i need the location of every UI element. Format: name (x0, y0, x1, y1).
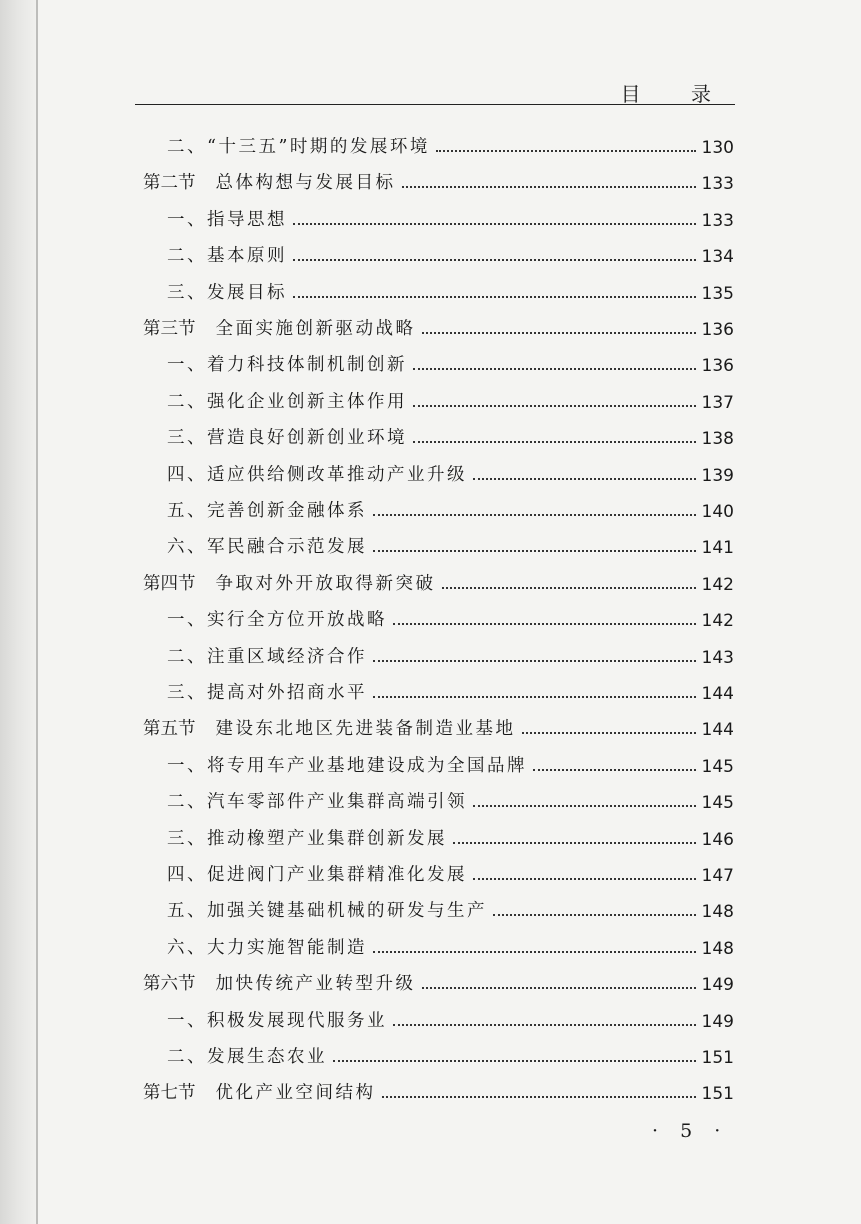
toc-section-number: 第四节 (143, 573, 196, 594)
toc-leader-dots (373, 695, 696, 698)
toc-section-number: 第六节 (143, 974, 196, 995)
toc-page-number: 141 (701, 538, 734, 559)
toc-leader-dots (413, 440, 696, 443)
toc-leader-dots (473, 877, 696, 880)
toc-page-number: 136 (701, 320, 734, 340)
toc-entry-title: 二、“十三五”时期的发展环境 (167, 137, 430, 157)
toc-leader-dots (422, 331, 696, 334)
toc-entry-title: 二、强化企业创新主体作用 (167, 391, 407, 412)
toc-entry-title: 六、军民融合示范发展 (167, 537, 367, 558)
toc-subsection-entry (167, 201, 734, 231)
toc-subsection-entry (167, 528, 734, 558)
toc-leader-dots (533, 768, 696, 771)
toc-subsection-entry (167, 237, 734, 267)
toc-section-entry (143, 565, 734, 595)
toc-leader-dots (373, 513, 696, 516)
toc-leader-dots (393, 622, 696, 625)
toc-leader-dots (293, 222, 696, 225)
toc-subsection-entry (167, 1002, 734, 1032)
toc-entry-title: 五、完善创新金融体系 (167, 501, 367, 521)
toc-page-number: 136 (701, 356, 734, 377)
toc-section-number: 第二节 (143, 173, 196, 194)
book-binding-shadow (0, 0, 36, 1224)
toc-leader-dots (493, 913, 696, 916)
toc-subsection-entry (167, 346, 734, 376)
toc-entry-title: 二、注重区域经济合作 (167, 646, 367, 667)
toc-entry-title: 五、加强关键基础机械的研发与生产 (167, 901, 487, 922)
toc-page-number: 130 (701, 138, 734, 158)
toc-page-number: 147 (701, 866, 734, 886)
toc-entry-title: 优化产业空间结构 (215, 1083, 376, 1104)
toc-section-number: 第五节 (143, 719, 196, 740)
toc-page-number: 146 (701, 829, 734, 850)
toc-page-number: 142 (701, 574, 734, 595)
binding-edge (36, 0, 38, 1224)
toc-subsection-entry (167, 892, 734, 922)
toc-entry-title: 一、将专用车产业基地建设成为全国品牌 (167, 755, 527, 776)
toc-leader-dots (473, 804, 696, 807)
toc-page-number: 148 (701, 902, 734, 923)
toc-subsection-entry (167, 820, 734, 850)
toc-section-number: 第七节 (143, 1083, 196, 1104)
toc-section-entry (143, 965, 734, 995)
toc-section-number: 第三节 (143, 319, 196, 339)
toc-entry-title: 六、大力实施智能制造 (167, 937, 367, 958)
toc-section-entry (143, 710, 734, 740)
toc-page-number: 137 (701, 392, 734, 413)
toc-entry-title: 四、适应供给侧改革推动产业升级 (167, 464, 467, 485)
toc-page-number: 138 (701, 429, 734, 450)
toc-entry-title: 二、发展生态农业 (167, 1047, 327, 1067)
toc-leader-dots (373, 659, 696, 662)
toc-subsection-entry (167, 274, 734, 304)
toc-entry-title: 三、提高对外招商水平 (167, 683, 367, 703)
toc-entry-title: 三、推动橡塑产业集群创新发展 (167, 828, 447, 849)
toc-page-number: 144 (701, 684, 734, 704)
toc-page-number: 148 (701, 938, 734, 959)
toc-entry-title: 二、基本原则 (167, 246, 287, 267)
toc-subsection-entry (167, 929, 734, 959)
toc-entry-title: 三、发展目标 (167, 282, 287, 303)
toc-subsection-entry (167, 383, 734, 413)
toc-leader-dots (373, 549, 696, 552)
toc-page-number: 143 (701, 647, 734, 668)
toc-leader-dots (436, 149, 696, 152)
toc-page-number: 145 (701, 756, 734, 777)
toc-leader-dots (382, 1095, 696, 1098)
toc-page-number: 149 (701, 1011, 734, 1032)
toc-leader-dots (393, 1023, 696, 1026)
toc-entry-title: 一、指导思想 (167, 209, 287, 230)
page-number: · 5 · (652, 1120, 729, 1142)
toc-leader-dots (473, 477, 696, 480)
toc-subsection-entry (167, 601, 734, 631)
toc-leader-dots (413, 367, 696, 370)
toc-subsection-entry (167, 783, 734, 813)
header-rule (135, 104, 735, 105)
toc-subsection-entry (167, 419, 734, 449)
toc-leader-dots (402, 185, 696, 188)
toc-entry-title: 建设东北地区先进装备制造业基地 (215, 719, 516, 740)
toc-leader-dots (422, 986, 696, 989)
toc-page-number: 139 (701, 465, 734, 486)
toc-leader-dots (442, 586, 696, 589)
toc-subsection-entry (167, 1038, 734, 1068)
toc-subsection-entry (167, 856, 734, 886)
toc-page-number: 149 (701, 975, 734, 996)
toc-section-entry (143, 310, 734, 340)
toc-subsection-entry (167, 492, 734, 522)
toc-entry-title: 一、着力科技体制机制创新 (167, 355, 407, 376)
toc-subsection-entry (167, 674, 734, 704)
toc-leader-dots (522, 731, 696, 734)
toc-subsection-entry (167, 128, 734, 158)
toc-subsection-entry (167, 638, 734, 668)
toc-leader-dots (293, 258, 696, 261)
toc-leader-dots (293, 295, 696, 298)
toc-page-number: 144 (701, 720, 734, 741)
toc-page-number: 151 (701, 1084, 734, 1105)
toc-leader-dots (413, 404, 696, 407)
toc-page-number: 133 (701, 174, 734, 195)
toc-entry-title: 一、实行全方位开放战略 (167, 610, 387, 631)
toc-subsection-entry (167, 747, 734, 777)
toc-subsection-entry (167, 456, 734, 486)
toc-entry-title: 一、积极发展现代服务业 (167, 1010, 387, 1031)
toc-entry-title: 全面实施创新驱动战略 (215, 319, 416, 339)
toc-page-number: 135 (701, 283, 734, 304)
toc-section-entry (143, 1074, 734, 1104)
toc-entry-title: 总体构想与发展目标 (215, 173, 396, 194)
toc-leader-dots (373, 950, 696, 953)
toc-entry-title: 加快传统产业转型升级 (215, 974, 416, 995)
toc-entry-title: 四、促进阀门产业集群精准化发展 (167, 865, 467, 885)
page-header-title: 目 录 (620, 82, 733, 106)
toc-entry-title: 三、营造良好创新创业环境 (167, 428, 407, 449)
toc-page-number: 134 (701, 247, 734, 268)
toc-leader-dots (333, 1059, 696, 1062)
toc-leader-dots (453, 841, 696, 844)
toc-page-number: 142 (701, 611, 734, 632)
toc-section-entry (143, 164, 734, 194)
toc-page-number: 140 (701, 502, 734, 522)
toc-page-number: 151 (701, 1048, 734, 1068)
toc-entry-title: 争取对外开放取得新突破 (215, 573, 436, 594)
toc-page-number: 133 (701, 210, 734, 231)
toc-entry-title: 二、汽车零部件产业集群高端引领 (167, 792, 467, 813)
toc-page-number: 145 (701, 793, 734, 814)
